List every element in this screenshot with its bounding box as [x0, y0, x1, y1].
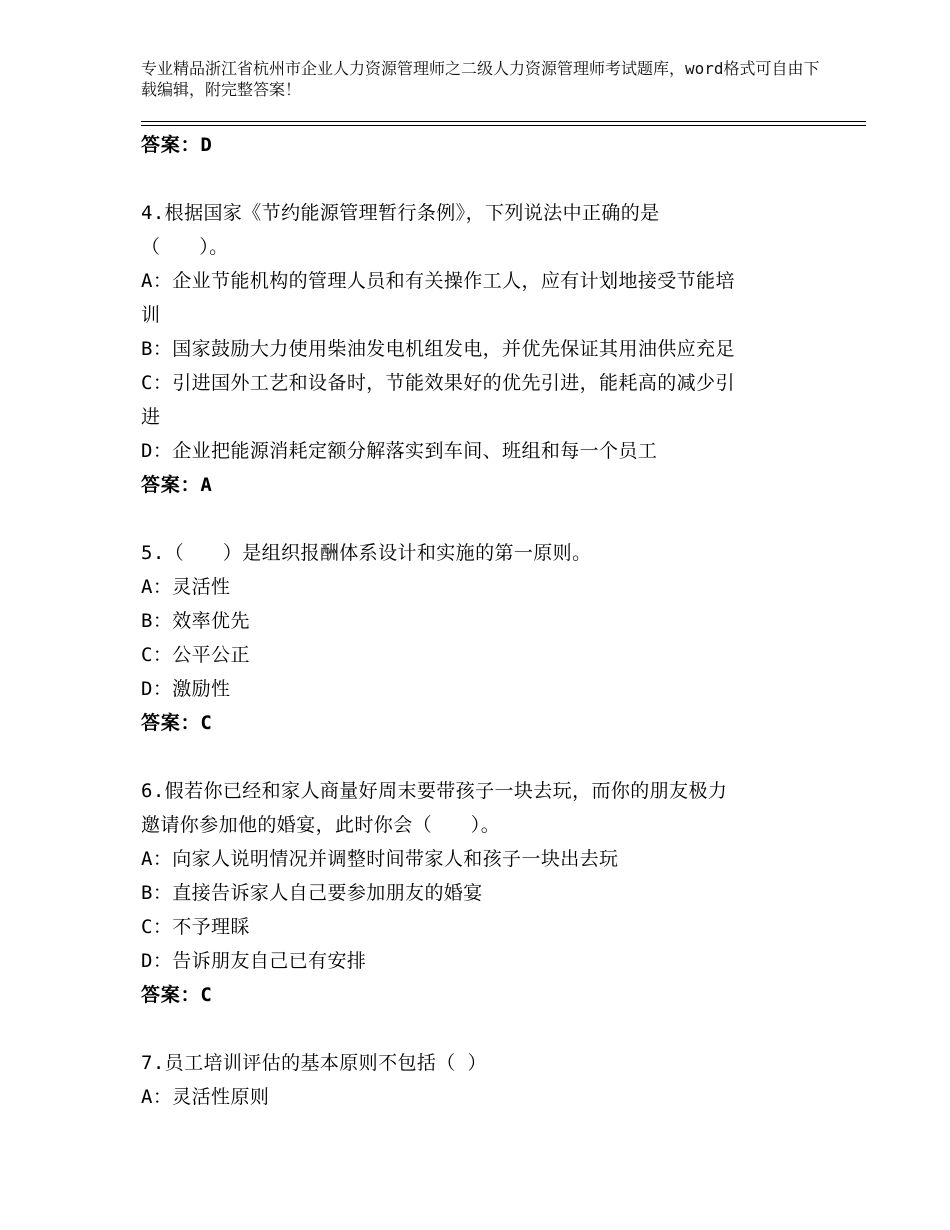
question-stem-cont: （ ）。 [141, 236, 229, 258]
spacer [141, 1012, 821, 1046]
option-a: A：灵活性原则 [141, 1086, 270, 1108]
question-stem: 7.员工培训评估的基本原则不包括（ ） [141, 1052, 487, 1074]
question-stem: 5.（ ）是组织报酬体系设计和实施的第一原则。 [141, 542, 592, 564]
answer-q4: 答案：A [141, 474, 213, 496]
question-stem: 4.根据国家《节约能源管理暂行条例》，下列说法中正确的是 [141, 202, 660, 224]
question-stem-cont: 邀请你参加他的婚宴，此时你会（ ）。 [141, 814, 501, 836]
answer-q3: 答案：D [141, 134, 213, 156]
option-d: D：激励性 [141, 678, 231, 700]
option-a: A：向家人说明情况并调整时间带家人和孩子一块出去玩 [141, 848, 619, 870]
option-c: C：引进国外工艺和设备时，节能效果好的优先引进，能耗高的减少引 [141, 372, 735, 394]
question-4 [141, 196, 821, 502]
question-stem: 6.假若你已经和家人商量好周末要带孩子一块去玩，而你的朋友极力 [141, 780, 728, 802]
question-list [141, 128, 821, 1114]
page-header: 专业精品浙江省杭州市企业人力资源管理师之二级人力资源管理师考试题库，word格式可自由下载编辑，附完整答案！ [141, 59, 820, 99]
question-5 [141, 536, 821, 740]
header-rule [141, 121, 866, 122]
question-7 [141, 1046, 821, 1114]
option-a: A：灵活性 [141, 576, 231, 598]
option-d: D：告诉朋友自己已有安排 [141, 950, 367, 972]
option-d: D：企业把能源消耗定额分解落实到车间、班组和每一个员工 [141, 440, 658, 462]
option-c-cont: 进 [141, 406, 161, 428]
question-6 [141, 774, 821, 1012]
option-c: C：公平公正 [141, 644, 250, 666]
option-b: B：国家鼓励大力使用柴油发电机组发电，并优先保证其用油供应充足 [141, 338, 735, 360]
option-a-cont: 训 [141, 304, 161, 326]
answer-q5: 答案：C [141, 712, 213, 734]
option-b: B：效率优先 [141, 610, 250, 632]
answer-q6: 答案：C [141, 984, 213, 1006]
spacer [141, 502, 821, 536]
spacer [141, 740, 821, 774]
spacer [141, 162, 821, 196]
option-a: A：企业节能机构的管理人员和有关操作工人，应有计划地接受节能培 [141, 270, 735, 292]
option-c: C：不予理睬 [141, 916, 250, 938]
header-rule-secondary [141, 125, 866, 126]
option-b: B：直接告诉家人自己要参加朋友的婚宴 [141, 882, 483, 904]
